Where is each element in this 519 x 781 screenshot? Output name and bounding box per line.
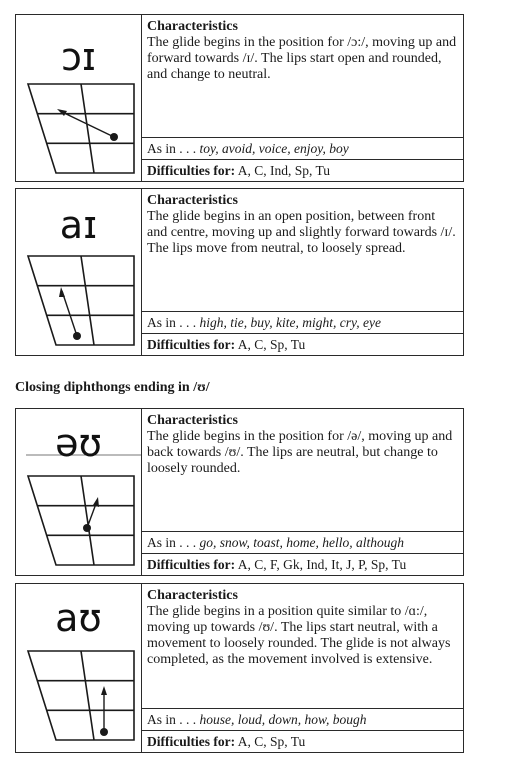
as-in-label: As in . . .: [147, 315, 197, 330]
section-heading: Closing diphthongs ending in /ʊ/: [15, 380, 210, 395]
phonetic-symbol: aʊ: [55, 596, 102, 640]
characteristics-text: The glide begins in a position quite similar to /ɑ:/, moving up towards /ʊ/. The lips start neutral, with a movement to loosely rounded. The glide is not always completed, as the movement involved is extensive.: [147, 604, 451, 667]
difficulties-label: Difficulties for:: [147, 734, 236, 749]
as-in-label: As in . . .: [147, 535, 197, 550]
characteristics-heading: Characteristics: [147, 413, 238, 428]
difficulties-value: A, C, Ind, Sp, Tu: [237, 163, 331, 178]
examples-row: [141, 137, 463, 159]
characteristics-text: The glide begins in an open position, between front and centre, moving up and slightly forward towards /ɪ/. The lips move from neutral, to loosely spread.: [147, 209, 456, 256]
example-words: go, snow, toast, home, hello, although: [199, 535, 405, 550]
characteristics-heading: Characteristics: [147, 19, 238, 34]
example-words: high, tie, buy, kite, might, cry, eye: [199, 315, 381, 330]
characteristics-text: The glide begins in the position for /ɔ:/, moving up and forward towards /ɪ/. The lips start open and rounded, and change to neutral.: [147, 35, 457, 82]
example-words: toy, avoid, voice, enjoy, boy: [199, 141, 349, 156]
diphthong-card-oi: [15, 14, 464, 182]
examples-row: [141, 311, 463, 333]
difficulties-row: [141, 730, 463, 752]
characteristics-heading: Characteristics: [147, 193, 238, 208]
diphthong-card-ou: [15, 408, 464, 576]
characteristics-text: The glide begins in the position for /ə/, moving up and back towards /ʊ/. The lips are neutral, but change to loosely rounded.: [147, 429, 453, 476]
vowel-quadrilateral-diagram: [16, 253, 141, 353]
symbol-panel: [16, 189, 142, 355]
symbol-panel: [16, 584, 142, 752]
phonetic-symbol: ɔɪ: [61, 35, 96, 79]
difficulties-label: Difficulties for:: [147, 557, 236, 572]
difficulties-row: [141, 159, 463, 181]
difficulties-value: A, C, F, Gk, Ind, It, J, P, Sp, Tu: [237, 557, 407, 572]
difficulties-row: [141, 553, 463, 575]
phonetic-symbol: əʊ: [55, 421, 102, 465]
symbol-panel: [16, 15, 142, 181]
diphthong-card-ai: [15, 188, 464, 356]
vowel-quadrilateral-diagram: [16, 81, 141, 181]
phonetic-symbol: aɪ: [59, 203, 98, 247]
characteristics-heading: Characteristics: [147, 588, 238, 603]
difficulties-label: Difficulties for:: [147, 163, 236, 178]
vowel-quadrilateral-diagram: [16, 648, 141, 748]
as-in-label: As in . . .: [147, 141, 197, 156]
difficulties-value: A, C, Sp, Tu: [237, 337, 306, 352]
example-words: house, loud, down, how, bough: [199, 712, 367, 727]
symbol-panel: [16, 409, 142, 575]
as-in-label: As in . . .: [147, 712, 197, 727]
examples-row: [141, 531, 463, 553]
difficulties-label: Difficulties for:: [147, 337, 236, 352]
difficulties-row: [141, 333, 463, 355]
vowel-quadrilateral-diagram: [16, 473, 141, 573]
examples-row: [141, 708, 463, 730]
difficulties-value: A, C, Sp, Tu: [237, 734, 306, 749]
diphthong-card-au: [15, 583, 464, 753]
